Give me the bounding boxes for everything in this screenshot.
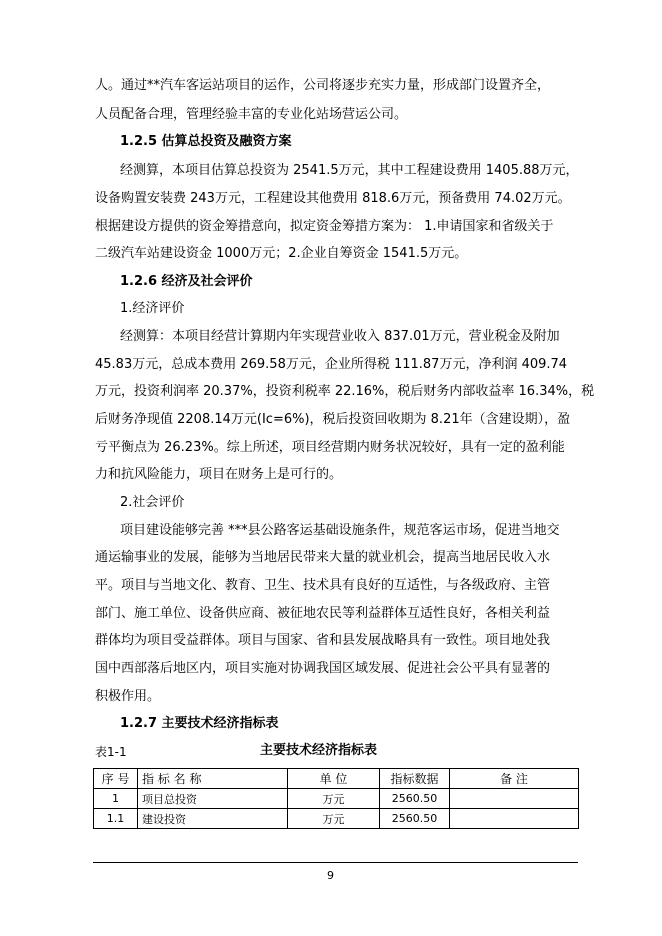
paragraph-line: 设备购置安装费 243万元，工程建设其他费用 818.6万元，预备费用 74.02万元。 xyxy=(95,191,571,206)
paragraph-line: 力和抗风险能力，项目在财务上是可行的。 xyxy=(95,467,343,482)
paragraph-line: 根据建设方提供的资金筹措意向，拟定资金筹措方案为： 1.申请国家和省级关于 xyxy=(95,219,554,234)
table-row xyxy=(94,809,579,829)
paragraph-line: 积极作用。 xyxy=(95,689,161,704)
table-cell-name: 建设投资 xyxy=(138,809,288,829)
section-heading-1-2-7: 1.2.7 主要技术经济指标表 xyxy=(120,716,279,731)
paragraph-line: 平。项目与当地文化、教育、卫生、技术具有良好的互适性，与各级政府、主管 xyxy=(95,578,551,593)
table-header-cell: 指 标 名 称 xyxy=(138,769,288,789)
paragraph-line: 亏平衡点为 26.23%。综上所述，项目经营期内财务状况较好，具有一定的盈利能 xyxy=(95,440,565,455)
indicator-table xyxy=(93,768,579,829)
table-cell-note xyxy=(450,809,579,829)
paragraph-line: 人。通过**汽车客运站项目的运作，公司将逐步充实力量，形成部门设置齐全， xyxy=(95,78,551,93)
paragraph-line: 部门、施工单位、设备供应商、被征地农民等利益群体互适性良好，各相关利益 xyxy=(95,606,551,621)
table-header-cell: 单 位 xyxy=(288,769,380,789)
table-header-cell: 备 注 xyxy=(450,769,579,789)
paragraph-line: 万元，投资利润率 20.37%，投资利税率 22.16%，税后财务内部收益率 16.34%，税 xyxy=(95,384,595,399)
paragraph-line: 经测算：本项目经营计算期内年实现营业收入 837.01万元，营业税金及附加 xyxy=(120,329,560,344)
paragraph-line: 通运输事业的发展，能够为当地居民带来大量的就业机会，提高当地居民收入水 xyxy=(95,550,551,565)
table-header-cell: 指标数据 xyxy=(380,769,450,789)
section-heading-1-2-5: 1.2.5 估算总投资及融资方案 xyxy=(120,134,292,149)
paragraph-line: 后财务净现值 2208.14万元(Ic=6%)，税后投资回收期为 8.21年（含建设期），盈 xyxy=(95,412,571,427)
table-header-cell: 序 号 xyxy=(94,769,138,789)
table-cell-index: 1 xyxy=(94,789,138,809)
table-header-row xyxy=(94,769,579,789)
paragraph-line: 45.83万元，总成本费用 269.58万元，企业所得税 111.87万元，净利润 409.74 xyxy=(95,357,568,372)
table-cell-note xyxy=(450,789,579,809)
subsection-title-economic: 1.经济评价 xyxy=(120,301,185,316)
paragraph-line: 人员配备合理，管理经验丰富的专业化站场营运公司。 xyxy=(95,107,408,122)
table-title: 主要技术经济指标表 xyxy=(260,743,378,758)
table-cell-index: 1.1 xyxy=(94,809,138,829)
table-cell-unit: 万元 xyxy=(288,809,380,829)
paragraph-line: 经测算，本项目估算总投资为 2541.5万元，其中工程建设费用 1405.88万元， xyxy=(120,163,579,178)
footer-divider xyxy=(93,862,578,863)
table-label: 表1-1 xyxy=(95,745,127,759)
section-heading-1-2-6: 1.2.6 经济及社会评价 xyxy=(120,274,253,289)
paragraph-line: 国中西部落后地区内，项目实施对协调我国区域发展、促进社会公平具有显著的 xyxy=(95,661,551,676)
paragraph-line: 二级汽车站建设资金 1000万元；2.企业自筹资金 1541.5万元。 xyxy=(95,246,468,261)
table-cell-value: 2560.50 xyxy=(380,809,450,829)
table-row xyxy=(94,789,579,809)
table-cell-value: 2560.50 xyxy=(380,789,450,809)
subsection-title-social: 2.社会评价 xyxy=(120,495,185,510)
paragraph-line: 群体均为项目受益群体。项目与国家、省和县发展战略具有一致性。项目地处我 xyxy=(95,633,551,648)
page-number: 9 xyxy=(327,869,334,882)
table-cell-name: 项目总投资 xyxy=(138,789,288,809)
table-cell-unit: 万元 xyxy=(288,789,380,809)
paragraph-line: 项目建设能够完善 ***县公路客运基础设施条件，规范客运市场，促进当地交 xyxy=(120,523,560,538)
